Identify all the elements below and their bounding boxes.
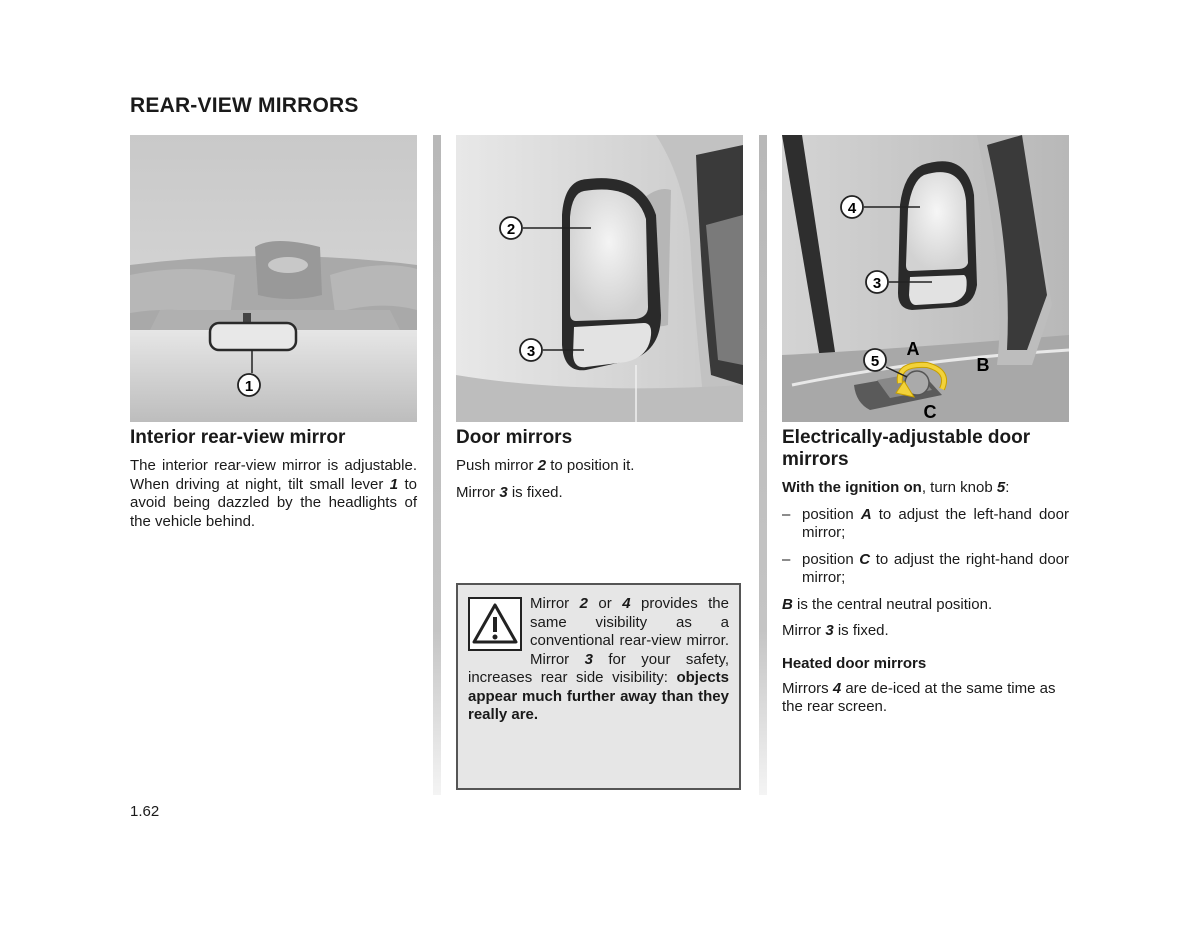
position-a-label: A [906, 339, 920, 359]
page-title: REAR-VIEW MIRRORS [130, 94, 359, 117]
electric-mirrors-column [782, 135, 1069, 725]
warning-triangle-icon [468, 597, 522, 651]
door-mirrors-heading: Door mirrors [456, 427, 573, 448]
interior-mirror-photo [130, 135, 417, 422]
callout-2: 2 [506, 221, 516, 238]
heated-mirrors-subheading: Heated door mirrors [782, 654, 927, 672]
column-separator [433, 135, 441, 795]
page-number: 1.62 [130, 803, 160, 820]
door-mirror-instruction: Push mirror 2 to position it. [456, 457, 635, 474]
interior-mirror-column [130, 135, 417, 539]
callout-5: 5 [870, 353, 880, 370]
position-b-label: B [976, 355, 990, 375]
callout-4: 4 [847, 200, 857, 217]
warning-box [456, 583, 741, 790]
warning-text: Mirror 2 or 4 provides the same visibility as a conventional rear-view mirror. Mirror 3 for your safety, increases rear side visibility: objects appear much further away than they really are. [468, 595, 729, 723]
interior-mirror-heading: Interior rear-view mirror [130, 427, 346, 448]
position-c-label: C [923, 402, 937, 422]
callout-3b: 3 [872, 275, 882, 292]
door-mirror-photo [456, 135, 743, 422]
callout-1: 1 [244, 378, 254, 395]
neutral-position-note: B is the central neutral position. [782, 595, 993, 613]
door-mirror-fixed-note: Mirror 3 is fixed. [456, 483, 563, 501]
list-item: – position C to adjust the right-hand door mirror; [782, 550, 1070, 586]
ignition-instruction: With the ignition on, turn knob 5: [782, 479, 1010, 496]
interior-mirror-text: The interior rear-view mirror is adjustable. When driving at night, tilt small lever 1 to avoid being dazzled by the headlights of the vehicle behind. [130, 457, 417, 530]
heated-mirrors-text: Mirrors 4 are de-iced at the same time as the rear screen. [782, 679, 1056, 715]
door-mirrors-column [456, 135, 743, 510]
list-item: – position A to adjust the left-hand door mirror; [782, 505, 1069, 541]
electric-mirror-photo [782, 135, 1069, 422]
fixed-mirror-note: Mirror 3 is fixed. [782, 622, 889, 639]
electric-mirrors-heading: Electrically-adjustable door mirrors [782, 427, 1031, 470]
callout-3: 3 [526, 343, 536, 360]
column-separator [759, 135, 767, 795]
